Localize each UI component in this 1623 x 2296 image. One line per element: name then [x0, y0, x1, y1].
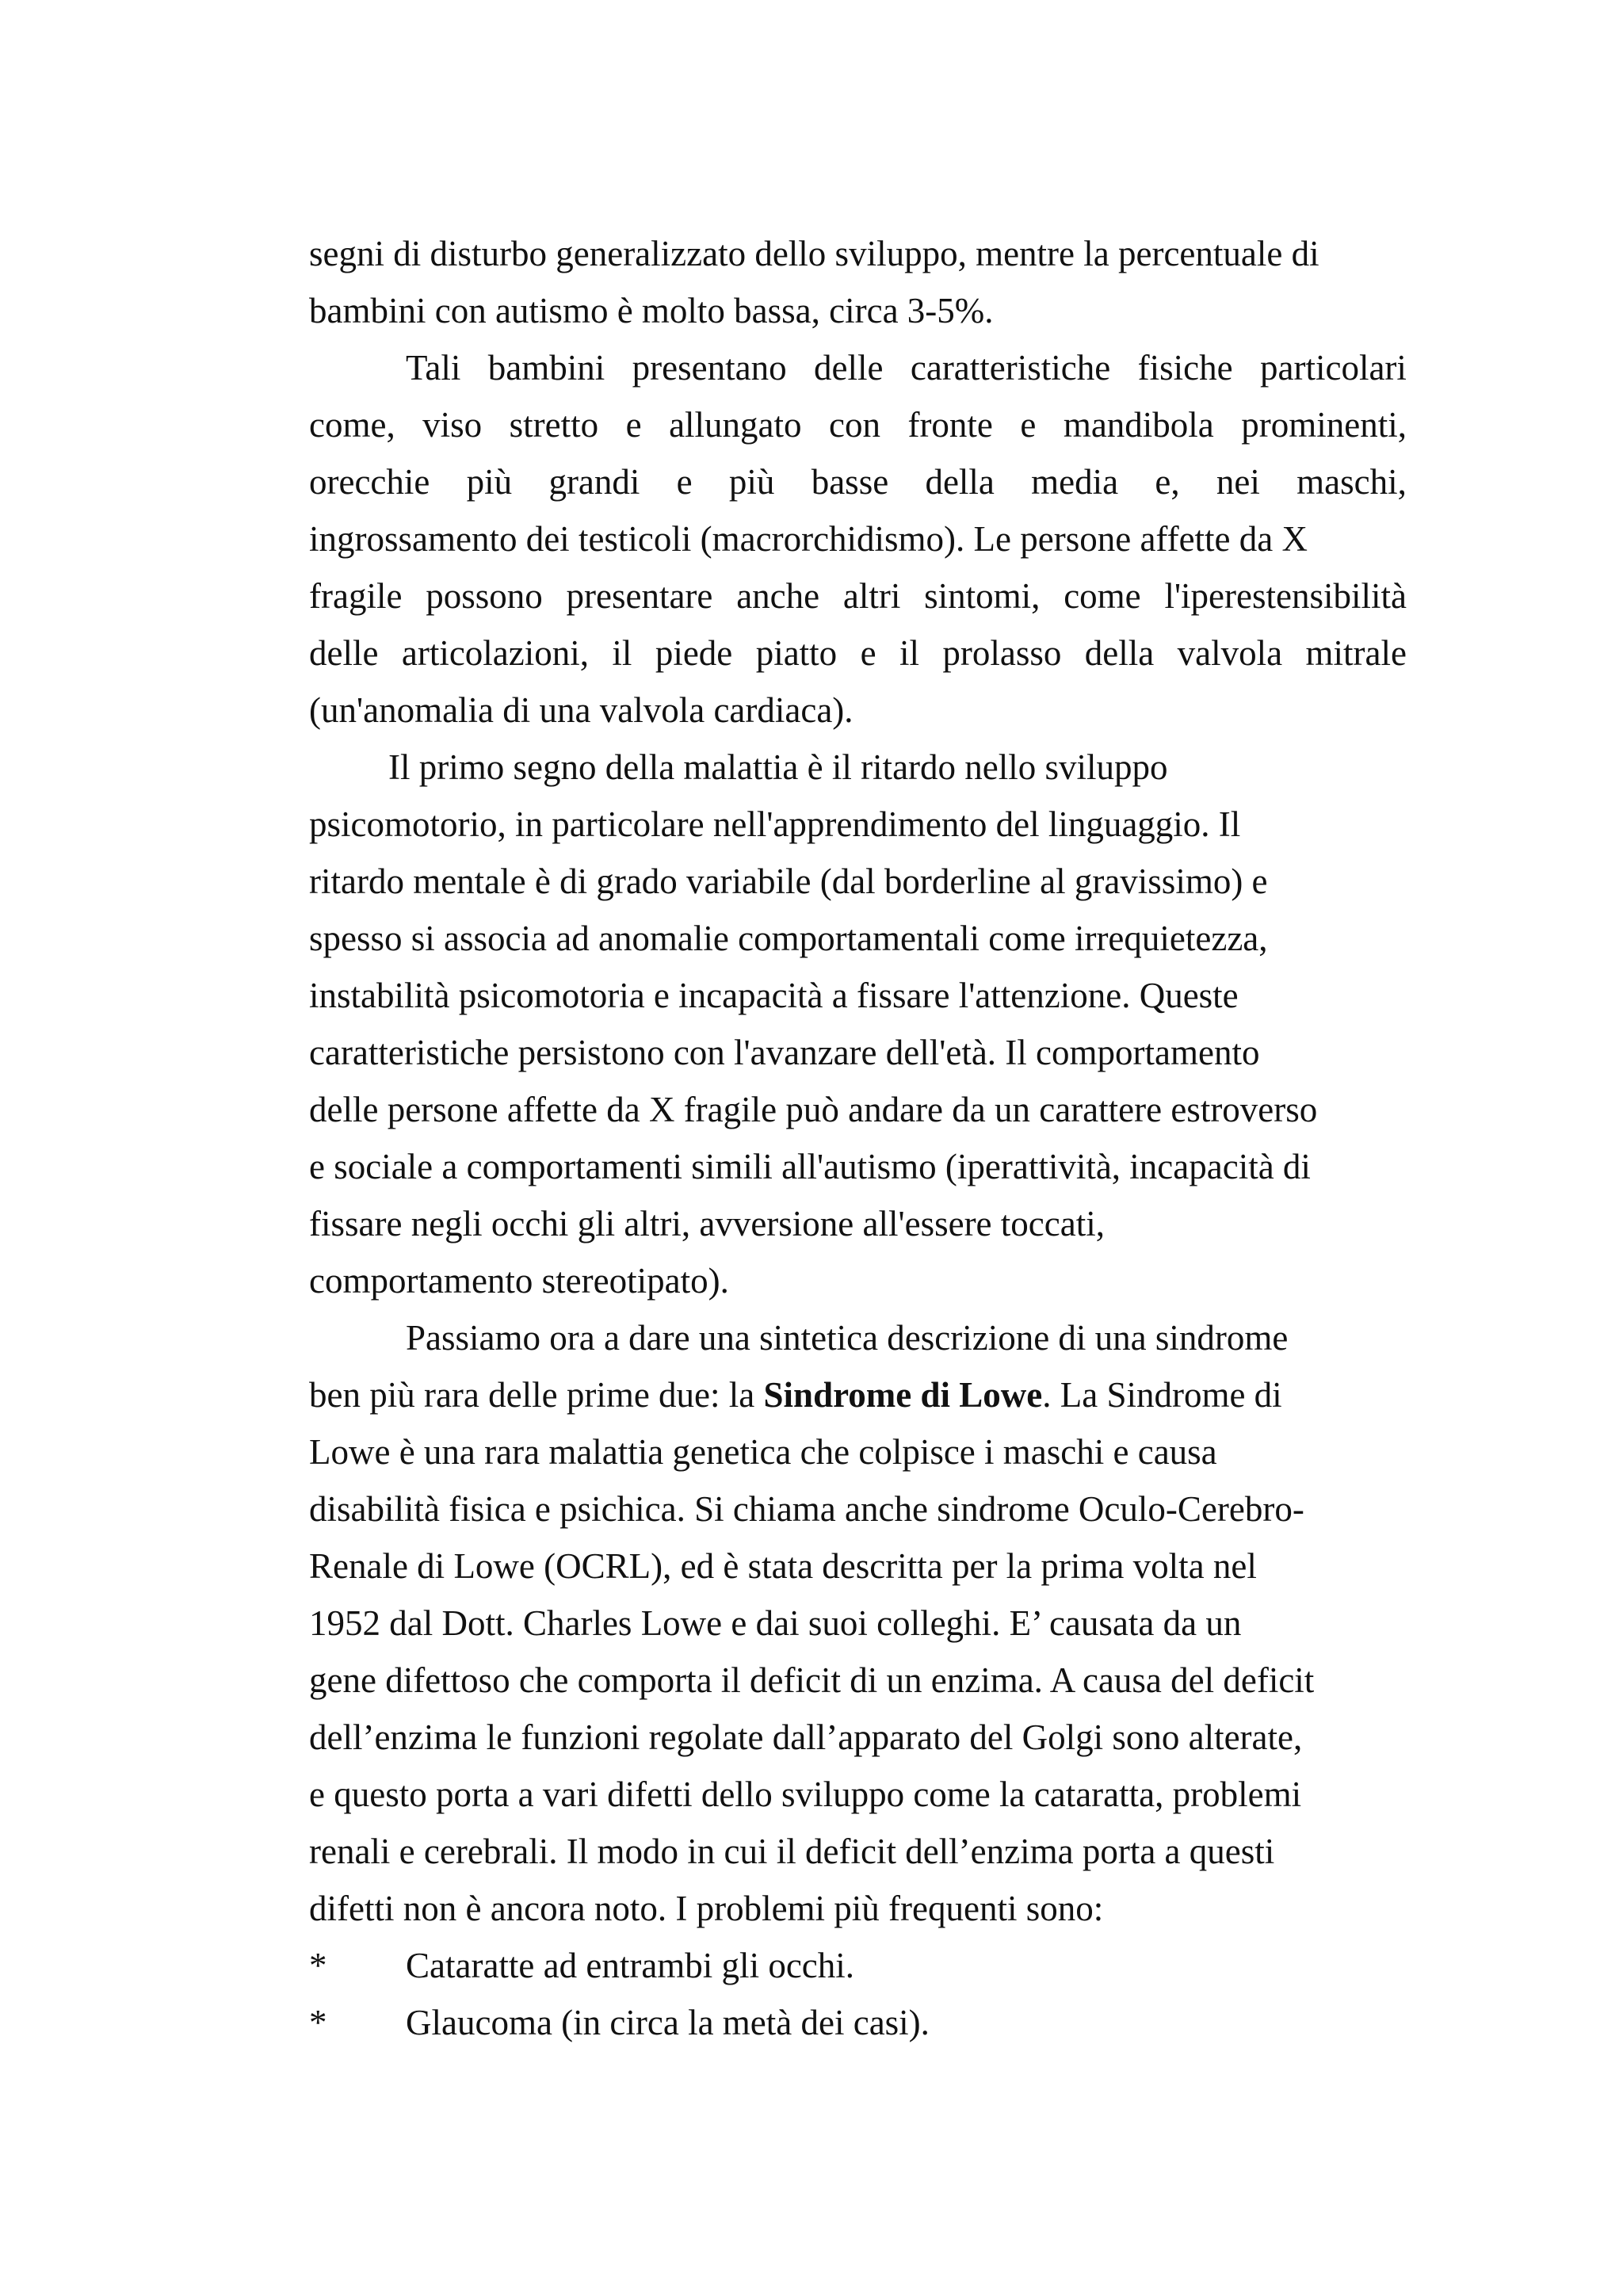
word: valvola [1177, 633, 1283, 673]
text-line: renali e cerebrali. Il modo in cui il deficit dell’enzima porta a questi [309, 1832, 1275, 1871]
text-line: dell’enzima le funzioni regolate dall’apparato del Golgi sono alterate, [309, 1717, 1303, 1757]
text-line: disabilità fisica e psichica. Si chiama anche sindrome Oculo-Cerebro- [309, 1489, 1304, 1529]
word: e, [1155, 462, 1180, 502]
word: fragile [309, 576, 403, 616]
word: prominenti, [1241, 405, 1407, 445]
word: caratteristiche [910, 348, 1111, 388]
justified-line [309, 453, 1407, 510]
word: della [925, 462, 995, 502]
text-line: difetti non è ancora noto. I problemi più frequenti sono: [309, 1889, 1104, 1928]
word: e [625, 405, 642, 445]
text-line: fissare negli occhi gli altri, avversione all'essere toccati, [309, 1204, 1105, 1244]
word: articolazioni, [401, 633, 589, 673]
word: presentare [566, 576, 713, 616]
word: con [829, 405, 880, 445]
text-line: Passiamo ora a dare una sintetica descrizione di una sindrome [406, 1318, 1289, 1358]
text-line: e sociale a comportamenti simili all'autismo (iperattività, incapacità di [309, 1147, 1311, 1186]
text-line: e questo porta a vari difetti dello sviluppo come la cataratta, problemi [309, 1775, 1302, 1814]
word: come [1064, 576, 1141, 616]
word: nei [1216, 462, 1260, 502]
word: e [1020, 405, 1037, 445]
word: l'iperestensibilità [1164, 576, 1407, 616]
word: piatto [755, 633, 838, 673]
word: il [612, 633, 632, 673]
word: Tali [406, 348, 461, 388]
word: orecchie [309, 462, 430, 502]
text-line: spesso si associa ad anomalie comportamentali come irrequietezza, [309, 919, 1268, 958]
word: sintomi, [924, 576, 1041, 616]
justified-line [309, 339, 1407, 396]
word: particolari [1260, 348, 1407, 388]
text-line: Renale di Lowe (OCRL), ed è stata descritta per la prima volta nel [309, 1546, 1257, 1586]
text-line: Lowe è una rara malattia genetica che colpisce i maschi e causa [309, 1432, 1217, 1472]
text-line: caratteristiche persistono con l'avanzare dell'età. Il comportamento [309, 1033, 1260, 1072]
word: allungato [669, 405, 802, 445]
word: grandi [548, 462, 640, 502]
word: maschi, [1296, 462, 1407, 502]
bullet-mark: * [309, 1946, 327, 1985]
text-line-with-bold [309, 1366, 1407, 1423]
word: e [860, 633, 876, 673]
word: presentano [632, 348, 787, 388]
word: fisiche [1137, 348, 1233, 388]
word: della [1084, 633, 1155, 673]
word: come, [309, 405, 395, 445]
word: media [1031, 462, 1119, 502]
text-line: ritardo mentale è di grado variabile (dal borderline al gravissimo) e [309, 861, 1268, 901]
word: viso [422, 405, 483, 445]
word: altri [842, 576, 901, 616]
text-line: ingrossamento dei testicoli (macrorchidismo). Le persone affette da X [309, 519, 1308, 559]
word: possono [426, 576, 543, 616]
word: piede [655, 633, 733, 673]
text-line: instabilità psicomotoria e incapacità a fissare l'attenzione. Queste [309, 976, 1239, 1015]
text-segment: . La Sindrome di [1042, 1375, 1282, 1415]
text-line: comportamento stereotipato). [309, 1261, 729, 1301]
word: mitrale [1305, 633, 1407, 673]
text-segment: ben più rara delle prime due: la [309, 1375, 764, 1415]
bullet-text: Cataratte ad entrambi gli occhi. [406, 1946, 855, 1985]
text-line: gene difettoso che comporta il deficit di un enzima. A causa del deficit [309, 1660, 1315, 1700]
word: e [676, 462, 693, 502]
text-line: psicomotorio, in particolare nell'apprendimento del linguaggio. Il [309, 804, 1241, 844]
text-line: segni di disturbo generalizzato dello sviluppo, mentre la percentuale di [309, 234, 1319, 273]
text-line: (un'anomalia di una valvola cardiaca). [309, 690, 854, 730]
text-line: 1952 dal Dott. Charles Lowe e dai suoi colleghi. E’ causata da un [309, 1603, 1242, 1643]
word: più [466, 462, 513, 502]
bullet-item [309, 1937, 1407, 1994]
word: prolasso [942, 633, 1062, 673]
bold-term: Sindrome di Lowe [763, 1375, 1043, 1415]
justified-line [309, 567, 1407, 625]
bullet-text: Glaucoma (in circa la metà dei casi). [406, 2003, 930, 2042]
text-line: delle persone affette da X fragile può andare da un carattere estroverso [309, 1090, 1318, 1129]
text-line: bambini con autismo è molto bassa, circa 3-5%. [309, 291, 994, 330]
word: delle [814, 348, 884, 388]
justified-line [309, 625, 1407, 682]
word: anche [736, 576, 820, 616]
word: delle [309, 633, 379, 673]
word: fronte [907, 405, 993, 445]
bullet-item [309, 1994, 1407, 2051]
word: mandibola [1063, 405, 1214, 445]
word: bambini [487, 348, 605, 388]
body-text [309, 225, 1407, 2051]
bullet-mark: * [309, 2003, 327, 2042]
word: basse [811, 462, 889, 502]
word: il [899, 633, 919, 673]
justified-line [309, 396, 1407, 453]
word: più [728, 462, 775, 502]
word: stretto [509, 405, 599, 445]
text-line: Il primo segno della malattia è il ritardo nello sviluppo [388, 747, 1168, 787]
